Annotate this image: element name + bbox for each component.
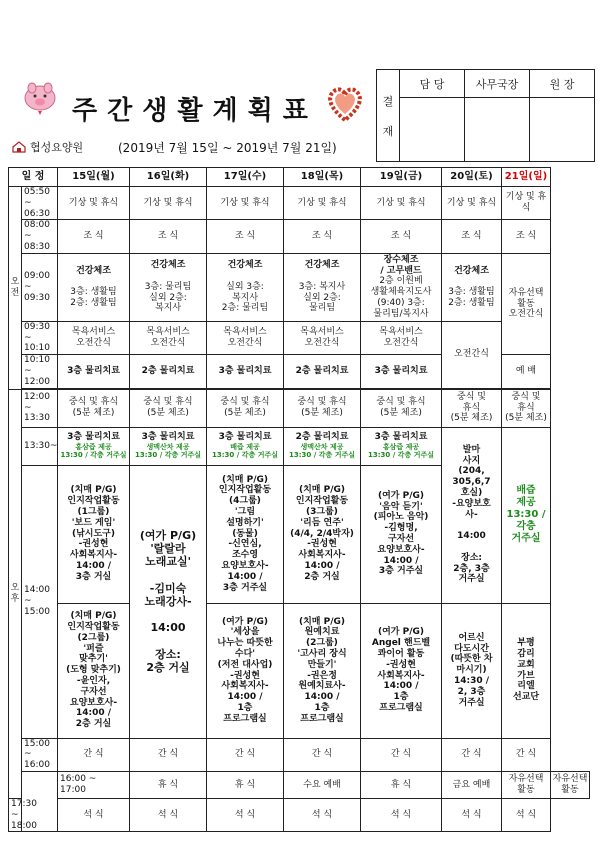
cell-exercise-thu: 건강체조 3층: 복지사 실외 2층: 물리팀 [284, 253, 361, 321]
time-slot: 16:00 ~ 17:00 [58, 771, 130, 798]
cell-dinner: 석 식 [502, 798, 551, 831]
cell-sun-snack: 배즙 제공 13:30 / 각층 거주실 [502, 427, 551, 603]
cell-snack: 간 식 [361, 738, 442, 771]
col-header-wed: 17일(수) [207, 168, 284, 187]
time-slot: 05:50 ~ 06:30 [22, 187, 58, 220]
pig-mascot-icon [20, 78, 60, 118]
cell-wake: 기상 및 휴식 [442, 187, 502, 220]
cell-fri-worship: 금요 예배 [442, 771, 502, 798]
cell-snack: 간 식 [130, 738, 207, 771]
cell-pt: 3층 물리치료 [207, 355, 284, 388]
approval-side-label: 결 재 [377, 70, 400, 162]
approval-box [376, 69, 595, 162]
cell-worship: 예 배 [502, 355, 551, 388]
cell-wake: 기상 및 휴식 [207, 187, 284, 220]
cell-wake: 기상 및 휴식 [361, 187, 442, 220]
cell-lunch: 중식 및 휴식 (5분 체조) [284, 389, 361, 427]
cell-lunch-sun: 중식 및 휴식 (5분 체조) [502, 389, 551, 427]
cell-bath: 목욕서비스 오전간식 [58, 321, 130, 354]
cell-snack: 간 식 [58, 738, 130, 771]
cell-dinner: 석 식 [58, 798, 130, 831]
cell-wake: 기상 및 휴식 [130, 187, 207, 220]
cell-sun-free: 자유선택 활동 오전간식 [502, 253, 551, 354]
page-title: 주간생활계획표 [72, 96, 318, 126]
cell-rest: 휴 식 [207, 771, 284, 798]
cell-breakfast: 조 식 [361, 220, 442, 253]
cell-snack-thu: 2층 물리치료 생맥산차 제공 13:30 / 각층 거주실 [284, 427, 361, 465]
cell-rest: 휴 식 [361, 771, 442, 798]
approval-col-manager: 사무국장 [465, 70, 530, 98]
org-label [12, 139, 83, 155]
approval-col-director: 원 장 [530, 70, 595, 98]
time-slot: 15:00 ~ 16:00 [22, 738, 58, 771]
cell-lunch: 중식 및 휴식 (5분 체조) [207, 389, 284, 427]
cell-program-fri-1: (여가 P/G) '음악 듣기' (피아노 음악) -김형명, 구자선 요양보호사- 14:00 / 3층 거주실 [361, 465, 442, 603]
cell-snack-tue: 3층 물리치료 생맥산차 제공 13:30 / 각층 거주실 [130, 427, 207, 465]
cell-pt: 3층 물리치료 [361, 355, 442, 388]
cell-breakfast: 조 식 [130, 220, 207, 253]
cell-exercise-sat: 건강체조 3층: 생활팀 2층: 생활팀 [442, 253, 502, 321]
cell-snack: 간 식 [284, 738, 361, 771]
cell-sat-snack: 오전간식 [442, 321, 502, 388]
cell-program-wed-1: (치매 P/G) 인지작업활동 (4그룹) '그림 설명하기' (동물) -신연심, 조수영 요양보호사- 14:00 / 3층 거주실 [207, 465, 284, 603]
cell-wake: 기상 및 휴식 [58, 187, 130, 220]
cell-bath: 목욕서비스 오전간식 [207, 321, 284, 354]
cell-program-sun: 부평 감리 교회 가브 리엘 선교단 [502, 603, 551, 738]
cell-snack: 간 식 [502, 738, 551, 771]
cell-program-tue: (여가 P/G) '랄랄라 노래교실' -김미숙 노래강사- 14:00 장소: 2층 거실 [130, 465, 207, 738]
cell-program-fri-2: (여가 P/G) Angel 핸드벨 콰이어 활동 -권성현 사회복지사- 14:00 / 1층 프로그램실 [361, 603, 442, 738]
time-slot: 13:30~ [22, 427, 58, 465]
cell-pt: 3층 물리치료 [58, 355, 130, 388]
cell-wake: 기상 및 휴식 [502, 187, 551, 220]
cell-snack-fri: 3층 물리치료 홍삼즙 제공 13:30 / 각층 거주실 [361, 427, 442, 465]
cell-lunch: 중식 및 휴식 (5분 체조) [58, 389, 130, 427]
cell-bath: 목욕서비스 오전간식 [130, 321, 207, 354]
cell-snack: 간 식 [442, 738, 502, 771]
cell-program-thu-2: (치매 P/G) 원예치료 (2그룹) '고사리 장식 만들기' -권은정 원예치료사- 14:00 / 1층 프로그램실 [284, 603, 361, 738]
cell-breakfast: 조 식 [284, 220, 361, 253]
col-header-fri: 19일(금) [361, 168, 442, 187]
cell-dinner: 석 식 [130, 798, 207, 831]
cell-exercise-mon: 건강체조 3층: 생활팀 2층: 생활팀 [58, 253, 130, 321]
time-slot: 14:00 ~ 15:00 [22, 465, 58, 738]
cell-program-wed-2: (여가 P/G) '세상을 나누는 따뜻한 수다' (저전 대사업) -권성현 사회복지사- 14:00 / 1층 프로그램실 [207, 603, 284, 738]
time-slot: 09:00 ~ 09:30 [22, 253, 58, 321]
approval-sign-director[interactable] [530, 98, 595, 162]
weekly-schedule-table [8, 167, 590, 832]
col-header-time: 일 정 [9, 168, 58, 187]
cell-pt: 2층 물리치료 [284, 355, 361, 388]
col-header-mon: 15일(월) [58, 168, 130, 187]
cell-pt: 2층 물리치료 [130, 355, 207, 388]
col-header-sat: 20일(토) [442, 168, 502, 187]
schedule-period: (2019년 7월 15일 ~ 2019년 7월 21일) [118, 141, 337, 155]
org-name: 협성요양원 [30, 141, 84, 154]
cell-wed-worship: 수요 예배 [284, 771, 361, 798]
col-header-thu: 18일(목) [284, 168, 361, 187]
cell-program-mon-2: (치매 P/G) 인지작업활동 (2그룹) '퍼즐 맞추기' (도형 맞추기) -윤인자, 구자선 요양보호사- 14:00 / 2층 거실 [58, 603, 130, 738]
cell-program-sat-2: 어르신 다도시간 (따뜻한 차 마시기) 14:30 / 2, 3층 거주실 [442, 603, 502, 738]
cell-breakfast: 조 식 [502, 220, 551, 253]
cell-snack-mon: 3층 물리치료 홍삼즙 제공 13:30 / 각층 거주실 [58, 427, 130, 465]
time-slot: 17:30 ~ 18:00 [9, 798, 22, 831]
cell-dinner: 석 식 [442, 798, 502, 831]
cell-bath: 목욕서비스 오전간식 [284, 321, 361, 354]
cell-exercise-tue: 건강체조 3층: 물리팀 실외 2층: 복지사 [130, 253, 207, 321]
approval-sign-staff[interactable] [400, 98, 465, 162]
time-slot: 10:10 ~ 12:00 [22, 355, 58, 388]
cell-program-thu-1: (치매 P/G) 인지작업활동 (3그룹) '리듬 연주' (4/4, 2/4박자) -권성현 사회복지사- 14:00 / 2층 거실 [284, 465, 361, 603]
cell-snack: 간 식 [207, 738, 284, 771]
cell-breakfast: 조 식 [58, 220, 130, 253]
cell-breakfast: 조 식 [207, 220, 284, 253]
cell-free-activity: 자유선택 활동 [502, 771, 551, 798]
cell-rest: 휴 식 [130, 771, 207, 798]
document-header [0, 0, 600, 165]
cell-wake: 기상 및 휴식 [284, 187, 361, 220]
cell-lunch: 중식 및 휴식 (5분 체조) [130, 389, 207, 427]
cell-lunch-sat: 중식 및 휴식 (5분 체조) [442, 389, 502, 427]
heart-flower-icon [325, 84, 365, 124]
cell-breakfast: 조 식 [442, 220, 502, 253]
cell-dinner: 석 식 [284, 798, 361, 831]
time-slot: 09:30 ~ 10:10 [22, 321, 58, 354]
cell-sat-program: 발마 사지 (204, 305,6,7 호실) -요양보호 사- 14:00 장소: 2층, 3층 거주실 [442, 427, 502, 603]
col-header-tue: 16일(화) [130, 168, 207, 187]
time-slot: 08:00 ~ 08:30 [22, 220, 58, 253]
cell-bath: 목욕서비스 오전간식 [361, 321, 442, 354]
am-label: 오 전 [9, 187, 22, 390]
approval-sign-manager[interactable] [465, 98, 530, 162]
cell-exercise-wed: 건강체조 실외 3층: 복지사 2층: 물리팀 [207, 253, 284, 321]
pm-label: 오 후 [9, 389, 22, 798]
time-slot: 12:00 ~ 13:30 [22, 389, 58, 427]
cell-lunch: 중식 및 휴식 (5분 체조) [361, 389, 442, 427]
cell-dinner: 석 식 [207, 798, 284, 831]
cell-free-activity: 자유선택 활동 [551, 771, 590, 798]
cell-snack-wed: 3층 물리치료 배즙 제공 13:30 / 각층 거주실 [207, 427, 284, 465]
cell-dinner: 석 식 [361, 798, 442, 831]
col-header-sun: 21일(일) [502, 168, 551, 187]
approval-col-staff: 담 당 [400, 70, 465, 98]
cell-exercise-fri: 장수체조 / 고무밴드 2층 이원베 생활체육지도사 (9:40) 3층: 물리팀/복지사 [361, 253, 442, 321]
house-logo-icon [12, 141, 26, 153]
cell-program-mon-1: (치매 P/G) 인지작업활동 (1그룹) '보드 게임' (낚시도구) -권성현 사회복지사- 14:00 / 3층 거실 [58, 465, 130, 603]
